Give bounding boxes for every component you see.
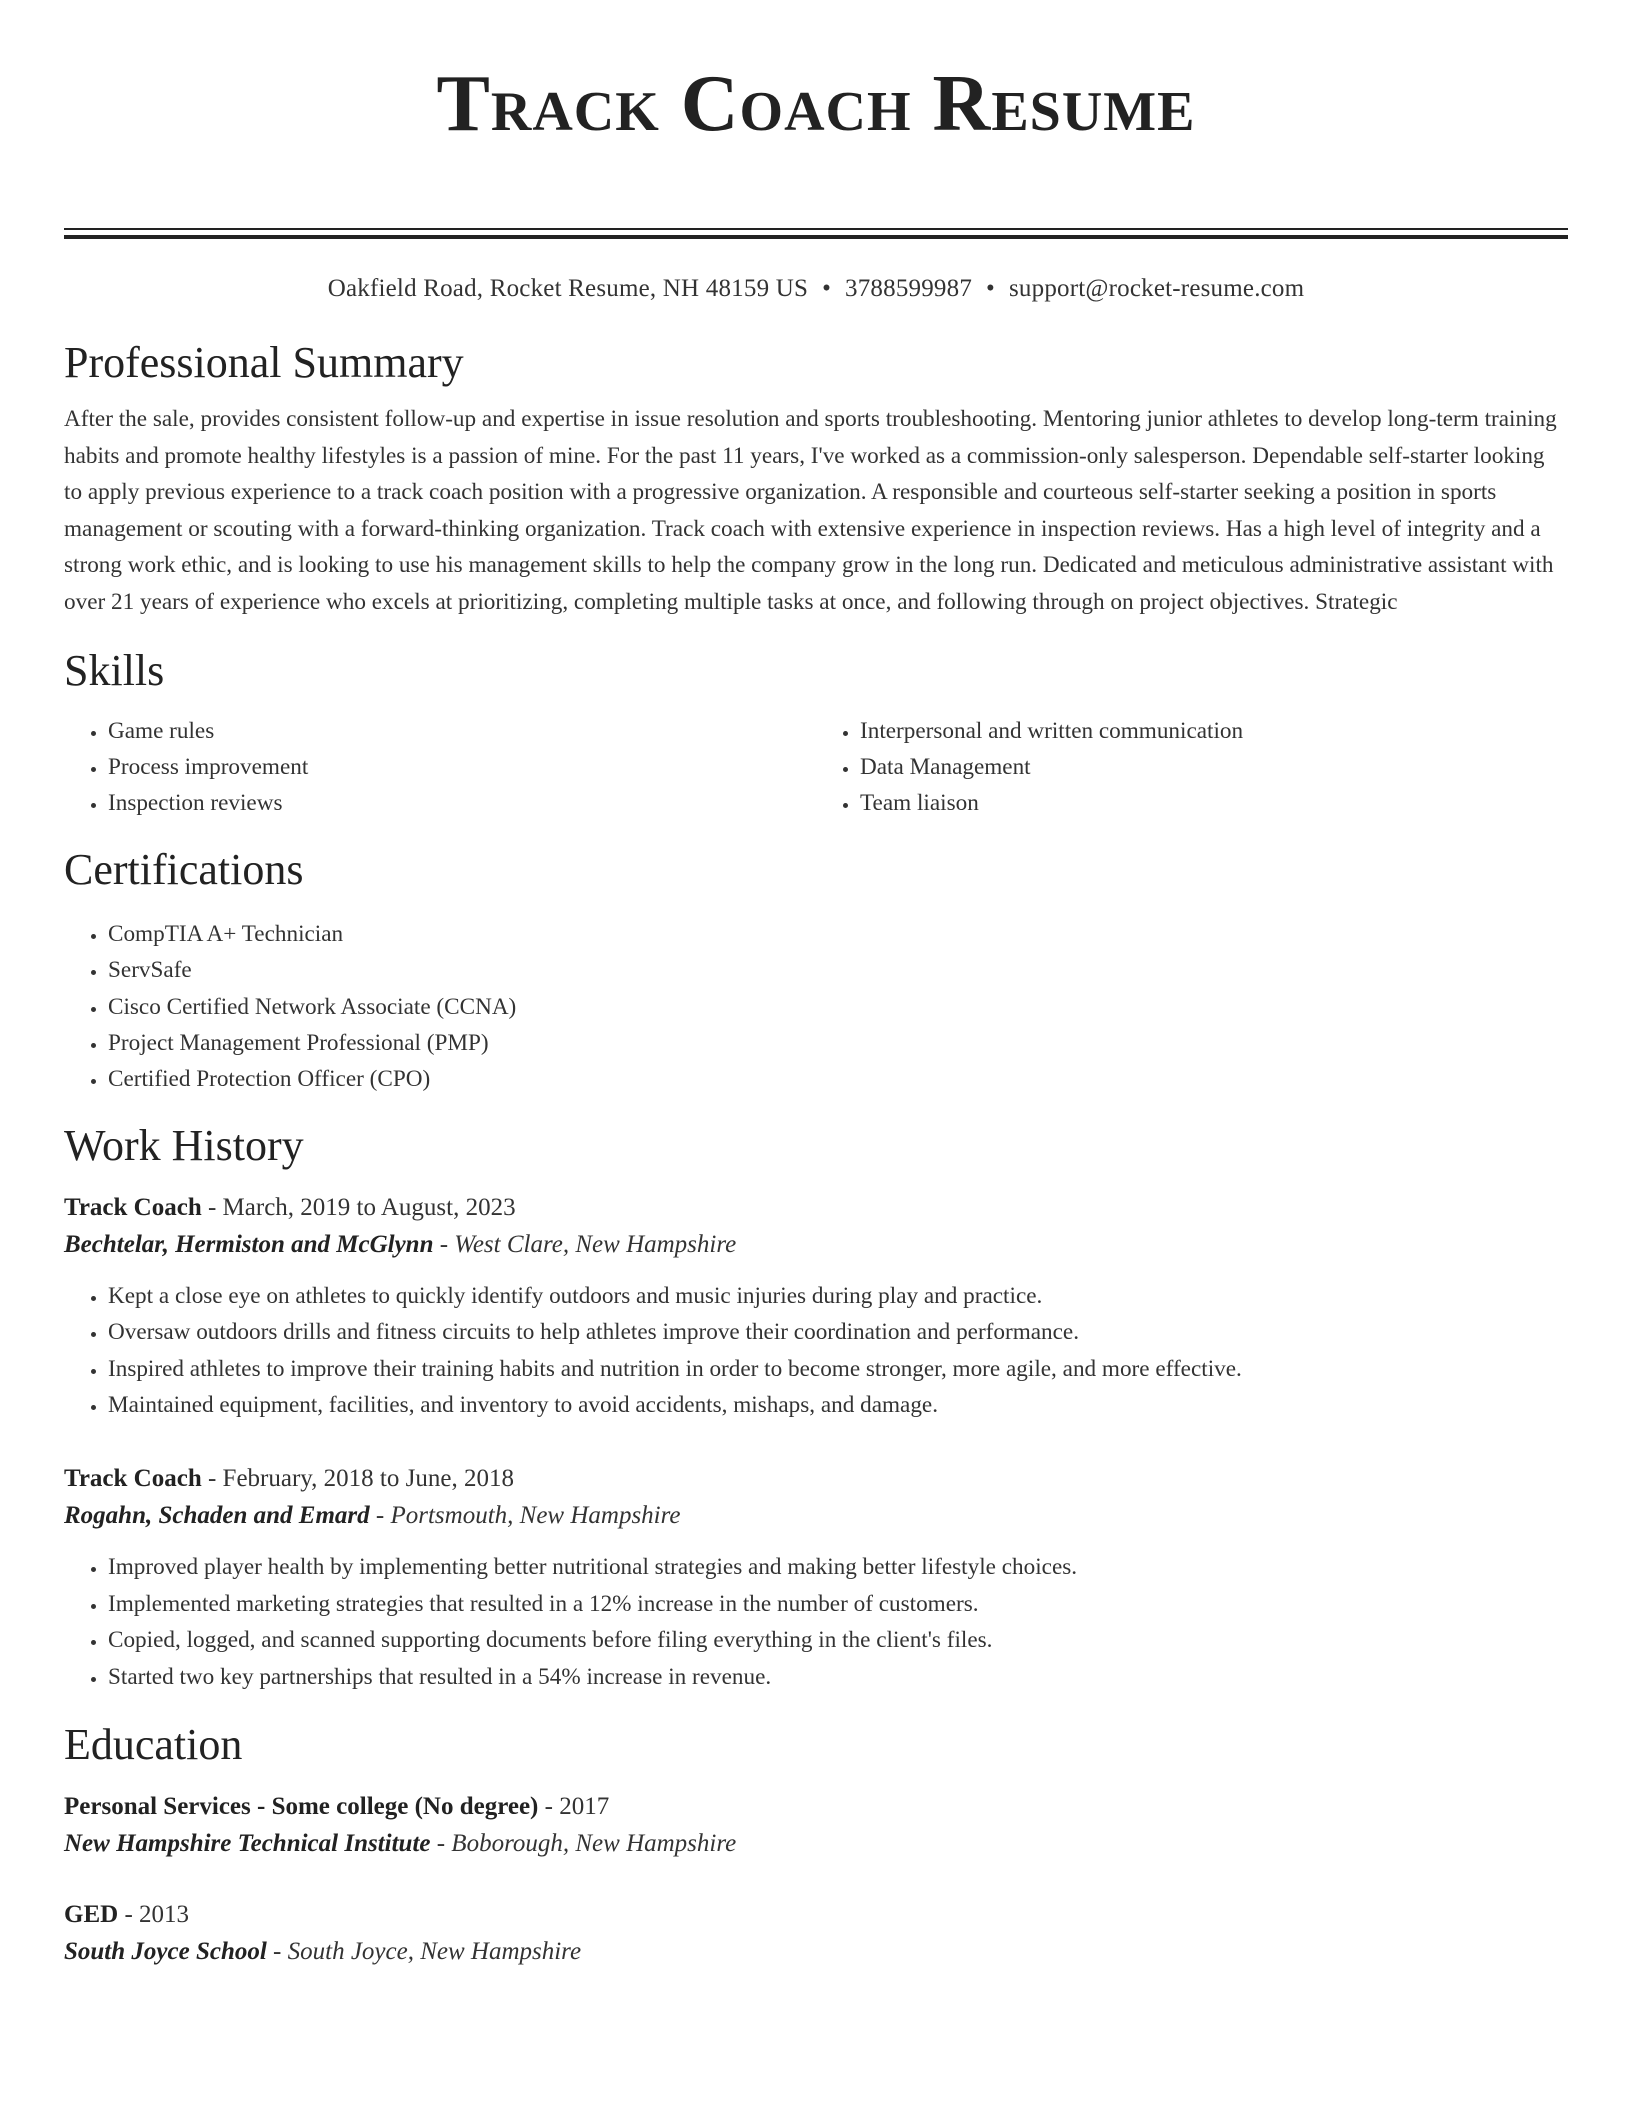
job-bullets — [64, 1278, 1568, 1424]
certifications-list — [64, 916, 1568, 1098]
job-bullet: • Copied, logged, and scanned supporting documents before filing everything in the client's files. — [108, 1622, 1568, 1658]
certifications-section — [64, 844, 1568, 1098]
job-bullet: • Kept a close eye on athletes to quickly identify outdoors and music injuries during play and practice. — [108, 1278, 1568, 1314]
certification-item: • Certified Protection Officer (CPO) — [108, 1061, 1568, 1097]
job-title-line — [64, 1190, 1568, 1226]
job-title: Track Coach — [64, 1465, 202, 1493]
skills-heading: Skills — [64, 645, 165, 695]
education-degree-line — [64, 1789, 1568, 1825]
education-school: New Hampshire Technical Institute — [64, 1830, 431, 1858]
education-heading: Education — [64, 1720, 243, 1770]
skill-item: • Inspection reviews — [108, 785, 816, 821]
job-company-line — [64, 1497, 1568, 1535]
education-school-line — [64, 1933, 1568, 1971]
education-entry — [64, 1789, 1568, 1863]
education-degree: Personal Services - Some college (No degree) — [64, 1793, 539, 1821]
contact-separator: • — [822, 275, 832, 302]
education-school: South Joyce School — [64, 1938, 267, 1966]
job-company: Bechtelar, Hermiston and McGlynn — [64, 1230, 434, 1258]
contact-line — [64, 273, 1568, 305]
certifications-heading: Certifications — [64, 844, 304, 894]
job-bullets — [64, 1549, 1568, 1695]
job-dates: - February, 2018 to June, 2018 — [201, 1465, 514, 1493]
job-bullet: • Implemented marketing strategies that resulted in a 12% increase in the number of customers. — [108, 1586, 1568, 1622]
job-bullet: • Started two key partnerships that resulted in a 54% increase in revenue. — [108, 1659, 1568, 1695]
work-history-heading: Work History — [64, 1120, 304, 1170]
skill-item: • Process improvement — [108, 749, 816, 785]
job-bullet: • Improved player health by implementing better nutritional strategies and making better lifestyle choices. — [108, 1549, 1568, 1585]
contact-separator: • — [986, 275, 995, 302]
education-school-line — [64, 1825, 1568, 1863]
education-entry — [64, 1897, 1568, 1971]
education-year: - 2017 — [538, 1793, 610, 1821]
job-company-line — [64, 1226, 1568, 1264]
certification-item: • CompTIA A+ Technician — [108, 916, 1568, 952]
education-degree: GED — [64, 1901, 119, 1929]
job-bullet: • Inspired athletes to improve their training habits and nutrition in order to become stronger, more agile, and more effective. — [108, 1351, 1568, 1387]
job-title-line — [64, 1461, 1568, 1497]
education-location: - South Joyce, New Hampshire — [266, 1938, 582, 1966]
education-degree-line — [64, 1897, 1568, 1933]
summary-section — [64, 337, 1568, 621]
contact-email: support@rocket-resume.com — [1008, 275, 1305, 302]
skills-list-right — [816, 713, 1568, 822]
job-dates: - March, 2019 to August, 2023 — [201, 1193, 516, 1221]
education-location: - Boborough, New Hampshire — [430, 1830, 737, 1858]
job-company: Rogahn, Schaden and Emard — [64, 1502, 370, 1530]
skills-list-left — [64, 713, 816, 822]
skills-grid — [64, 713, 1568, 822]
skill-item: • Data Management — [860, 749, 1568, 785]
job-location: - West Clare, New Hampshire — [433, 1230, 737, 1258]
contact-address: Oakfield Road, Rocket Resume, NH 48159 US — [327, 275, 809, 302]
job-entry — [64, 1190, 1568, 1424]
education-year: - 2013 — [118, 1901, 190, 1929]
certification-item: • Project Management Professional (PMP) — [108, 1025, 1568, 1061]
certification-item: • Cisco Certified Network Associate (CCNA) — [108, 989, 1568, 1025]
work-history-section — [64, 1120, 1568, 1695]
summary-text: After the sale, provides consistent follow-up and expertise in issue resolution and sports troubleshooting. Mentoring junior athletes to develop long-term training habits and promote healthy lifestyles is a passion of mine. For the past 11 years, I've worked as a commission-only salesperson. Dependable self-starter looking to apply previous experience to a track coach position with a progressive organization. A responsible and courteous self-starter seeking a position in sports management or scouting with a forward-thinking organization. Track coach with extensive experience in inspection reviews. Has a high level of integrity and a strong work ethic, and is looking to use his management skills to help the company grow in the long run. Dedicated and meticulous administrative assistant with over 21 years of experience who excels at prioritizing, completing multiple tasks at once, and following through on project objectives. Strategic — [64, 406, 1557, 615]
skills-section — [64, 645, 1568, 822]
resume-title: Track Coach Resume — [436, 60, 1196, 148]
summary-heading: Professional Summary — [64, 338, 464, 387]
education-section — [64, 1719, 1568, 1971]
job-bullet: • Oversaw outdoors drills and fitness circuits to help athletes improve their coordination and performance. — [108, 1314, 1568, 1350]
job-title: Track Coach — [64, 1193, 202, 1221]
job-bullet: • Maintained equipment, facilities, and inventory to avoid accidents, mishaps, and damage. — [108, 1387, 1568, 1423]
header-divider-thick — [64, 235, 1568, 239]
header-divider-thin — [64, 228, 1568, 230]
skill-item: • Team liaison — [860, 785, 1568, 821]
skill-item: • Interpersonal and written communication — [860, 713, 1568, 749]
certification-item: • ServSafe — [108, 952, 1568, 988]
contact-phone: 3788599987 — [845, 275, 973, 302]
skill-item: • Game rules — [108, 713, 816, 749]
job-location: - Portsmouth, New Hampshire — [369, 1502, 681, 1530]
job-entry — [64, 1461, 1568, 1695]
